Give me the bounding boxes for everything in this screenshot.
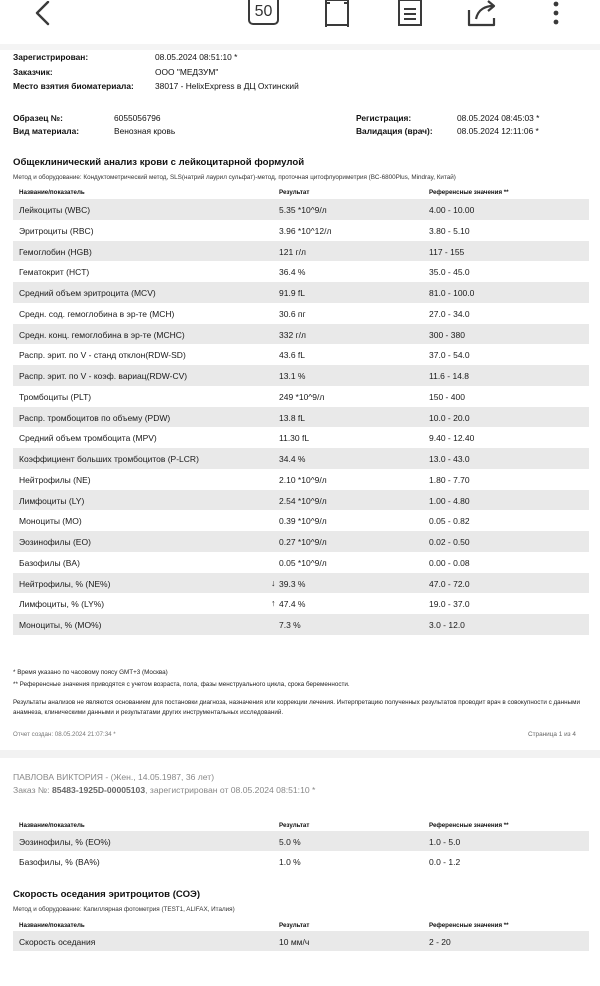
- row-result: 30.6 пг: [279, 308, 306, 319]
- row-name: Средний объем тромбоцита (MPV): [19, 433, 157, 444]
- expand-frame-icon: [323, 0, 351, 28]
- row-reference: 1.00 - 4.80: [429, 495, 470, 506]
- row-result: 0.05 *10^9/л: [279, 557, 327, 568]
- table-row: [13, 344, 589, 365]
- row-name: Эозинофилы (EO): [19, 537, 91, 547]
- row-reference: 19.0 - 37.0: [429, 599, 470, 610]
- reference-note: ** Референсные значения приводятся с учетом возраста, пола, фазы менструального цикла, срока беременности.: [13, 681, 350, 688]
- row-name: Средн. конц. гемоглобина в эр-те (MCHC): [19, 329, 185, 340]
- reader-view-icon: [397, 0, 423, 28]
- more-menu-button[interactable]: [548, 0, 564, 28]
- registered-value: 08.05.2024 08:51:10 *: [155, 52, 238, 62]
- row-result: 47.4 %: [279, 599, 306, 610]
- row-name: Нейтрофилы (NE): [19, 474, 91, 485]
- row-result: 249 *10^9/л: [279, 391, 325, 402]
- header-result: Результат: [279, 822, 310, 829]
- page-break: [0, 750, 600, 758]
- row-name: Скорость оседания: [19, 937, 96, 947]
- cbc-table-header: [13, 186, 589, 198]
- order-info-line: [13, 785, 315, 795]
- cbc-title: Общеклинический анализ крови с лейкоцитарной формулой: [13, 157, 305, 168]
- row-reference: 47.0 - 72.0: [429, 578, 470, 589]
- header-name: Название/показатель: [19, 189, 85, 196]
- row-result: 39.3 %: [279, 578, 306, 589]
- row-name: Средний объем эритроцита (MCV): [19, 288, 156, 298]
- table-row: [13, 199, 589, 220]
- table-row: [13, 407, 589, 428]
- row-reference: 117 - 155: [429, 246, 465, 257]
- row-result: 13.8 fL: [279, 412, 305, 423]
- table-row: [13, 469, 589, 490]
- page2-table: [13, 831, 589, 871]
- row-name: Базофилы, % (BA%): [19, 857, 100, 867]
- row-result: 2.10 *10^9/л: [279, 474, 327, 485]
- more-vertical-icon: [552, 0, 560, 28]
- table-row: [13, 261, 589, 282]
- row-name: Нейтрофилы, % (NE%): [19, 578, 111, 589]
- row-name: Распр. эрит. по V - коэф. вариац(RDW-CV): [19, 371, 188, 381]
- row-name: Лимфоциты (LY): [19, 495, 85, 506]
- table-row: [13, 241, 589, 262]
- esr-table-header: [13, 919, 589, 931]
- table-row: [13, 220, 589, 241]
- row-reference: 81.0 - 100.0: [429, 288, 475, 298]
- customer-label: Заказчик:: [13, 66, 53, 77]
- row-reference: 13.0 - 43.0: [429, 454, 470, 464]
- registration-label: Регистрация:: [356, 113, 412, 123]
- table-row: [13, 282, 589, 303]
- row-result: 34.4 %: [279, 454, 306, 464]
- row-reference: 3.80 - 5.10: [429, 225, 470, 236]
- patient-info: ПАВЛОВА ВИКТОРИЯ - (Жен., 14.05.1987, 36 лет): [13, 772, 215, 782]
- header-name: Название/показатель: [19, 822, 85, 829]
- collection-place-label: Место взятия биоматериала:: [13, 81, 134, 91]
- share-button[interactable]: [466, 0, 500, 28]
- row-reference: 150 - 400: [429, 391, 465, 402]
- timezone-note: * Время указано по часовому поясу GMT+3 (Москва): [13, 669, 168, 676]
- row-result: 36.4 %: [279, 267, 306, 278]
- page2-table-header: [13, 819, 589, 831]
- row-result: 91.9 fL: [279, 288, 305, 298]
- table-row: [13, 365, 589, 386]
- validation-label: Валидация (врач):: [356, 126, 433, 136]
- order-number: 85483-1925D-00005103: [51, 785, 146, 795]
- sample-label: Образец №:: [13, 113, 63, 123]
- row-reference: 0.05 - 0.82: [429, 516, 470, 527]
- header-result: Результат: [279, 189, 310, 196]
- material-label: Вид материала:: [13, 126, 80, 136]
- table-row: [13, 427, 589, 448]
- row-name: Средн. сод. гемоглобина в эр-те (MCH): [19, 308, 175, 319]
- customer-value: ООО "МЕДЗУМ": [155, 66, 219, 77]
- row-reference: 1.80 - 7.70: [429, 474, 470, 485]
- row-reference: 300 - 380: [429, 329, 465, 340]
- row-result: 10 мм/ч: [279, 937, 310, 947]
- table-row: [13, 831, 589, 851]
- header-name: Название/показатель: [19, 922, 85, 929]
- row-reference: 10.0 - 20.0: [429, 412, 470, 423]
- page-divider: [0, 44, 600, 50]
- table-row: [13, 324, 589, 345]
- row-reference: 4.00 - 10.00: [429, 205, 475, 215]
- table-row: [13, 573, 589, 594]
- row-result: 11.30 fL: [279, 433, 310, 444]
- esr-title: Скорость оседания эритроцитов (СОЭ): [13, 889, 201, 900]
- share-icon: [466, 0, 500, 28]
- row-reference: 1.0 - 5.0: [429, 837, 461, 847]
- table-row: [13, 552, 589, 573]
- page-number: Страница 1 из 4: [528, 731, 576, 738]
- esr-table: [13, 931, 589, 951]
- chevron-left-icon: [32, 1, 52, 27]
- table-row: [13, 510, 589, 531]
- row-result: 0.27 *10^9/л: [279, 537, 327, 547]
- report-created: Отчет создан: 08.05.2024 21:07:34 *: [13, 731, 116, 738]
- row-reference: 27.0 - 34.0: [429, 308, 470, 319]
- disclaimer-note: Результаты анализов не являются основанием для постановки диагноза, назначения или коррекции лечения. Интерпретацию полученных результатов проводит врач в совокупности с данными анамнеза, клиническими данными и результатами других инструментальных исследований.: [13, 699, 581, 716]
- arrow-down-icon: ↓: [271, 577, 276, 588]
- cbc-table: [13, 199, 589, 635]
- sample-value: 6055056796: [114, 113, 161, 123]
- row-result: 121 г/л: [279, 246, 306, 257]
- row-name: Эозинофилы, % (EO%): [19, 837, 111, 847]
- row-result: 332 г/л: [279, 329, 306, 340]
- table-row: [13, 303, 589, 324]
- registration-value: 08.05.2024 08:45:03 *: [457, 113, 540, 123]
- viewer-toolbar: [0, 0, 600, 34]
- table-row: [13, 448, 589, 469]
- row-result: 1.0 %: [279, 857, 301, 867]
- row-name: Гематокрит (HCT): [19, 267, 90, 278]
- row-reference: 11.6 - 14.8: [429, 371, 470, 381]
- row-name: Моноциты, % (MO%): [19, 620, 102, 630]
- cbc-method: Метод и оборудование: Кондуктометрический метод, SLS(натрий лаурил сульфат)-метод, проточная цитофлуориметрия (BC-6800Plus, Mindray, Китай): [13, 174, 456, 181]
- fullscreen-button[interactable]: [323, 0, 351, 28]
- order-suffix: , зарегистрирован от 08.05.2024 08:51:10 *: [145, 785, 316, 795]
- row-result: 43.6 fL: [279, 350, 305, 361]
- header-reference: Референсные значения **: [429, 922, 509, 929]
- registered-label: Зарегистрирован:: [13, 52, 89, 62]
- table-row: [13, 593, 589, 614]
- row-reference: 9.40 - 12.40: [429, 433, 475, 444]
- order-prefix: Заказ №:: [13, 785, 52, 795]
- table-row: [13, 386, 589, 407]
- page-count-button[interactable]: 50: [248, 0, 279, 25]
- back-button[interactable]: [28, 0, 56, 28]
- esr-method: Метод и оборудование: Капиллярная фотометрия (TEST1, ALIFAX, Италия): [13, 906, 235, 913]
- validation-value: 08.05.2024 12:11:06 *: [457, 126, 539, 136]
- row-result: 13.1 %: [279, 371, 306, 381]
- row-name: Тромбоциты (PLT): [19, 391, 92, 402]
- table-row: [13, 614, 589, 635]
- material-value: Венозная кровь: [114, 126, 176, 136]
- row-name: Эритроциты (RBC): [19, 225, 94, 236]
- header-reference: Референсные значения **: [429, 189, 509, 196]
- row-reference: 37.0 - 54.0: [429, 350, 470, 361]
- row-result: 3.96 *10^12/л: [279, 225, 332, 236]
- row-result: 5.35 *10^9/л: [279, 205, 327, 215]
- row-result: 5.0 %: [279, 837, 301, 847]
- table-row: [13, 851, 589, 871]
- row-reference: 35.0 - 45.0: [429, 267, 470, 278]
- header-result: Результат: [279, 922, 310, 929]
- row-reference: 0.02 - 0.50: [429, 537, 470, 547]
- row-result: 7.3 %: [279, 620, 301, 630]
- row-name: Гемоглобин (HGB): [19, 246, 92, 257]
- row-reference: 3.0 - 12.0: [429, 620, 465, 630]
- table-row: [13, 531, 589, 552]
- row-name: Коэффициент больших тромбоцитов (P-LCR): [19, 454, 199, 464]
- row-reference: 0.0 - 1.2: [429, 857, 461, 867]
- row-result: 2.54 *10^9/л: [279, 495, 327, 506]
- row-reference: 2 - 20: [429, 937, 451, 947]
- collection-place-value: 38017 - HelixExpress в ДЦ Охтинский: [155, 81, 299, 91]
- table-row: [13, 931, 589, 951]
- row-name: Моноциты (MO): [19, 516, 82, 527]
- row-name: Базофилы (BA): [19, 557, 80, 568]
- row-name: Лейкоциты (WBC): [19, 205, 91, 215]
- header-reference: Референсные значения **: [429, 822, 509, 829]
- row-reference: 0.00 - 0.08: [429, 557, 470, 568]
- row-name: Распр. тромбоцитов по объему (PDW): [19, 412, 171, 423]
- table-row: [13, 490, 589, 511]
- arrow-up-icon: ↑: [271, 598, 276, 609]
- row-name: Распр. эрит. по V - станд отклон(RDW-SD): [19, 350, 186, 361]
- row-name: Лимфоциты, % (LY%): [19, 599, 105, 610]
- row-result: 0.39 *10^9/л: [279, 516, 327, 527]
- reader-view-button[interactable]: [396, 0, 424, 28]
